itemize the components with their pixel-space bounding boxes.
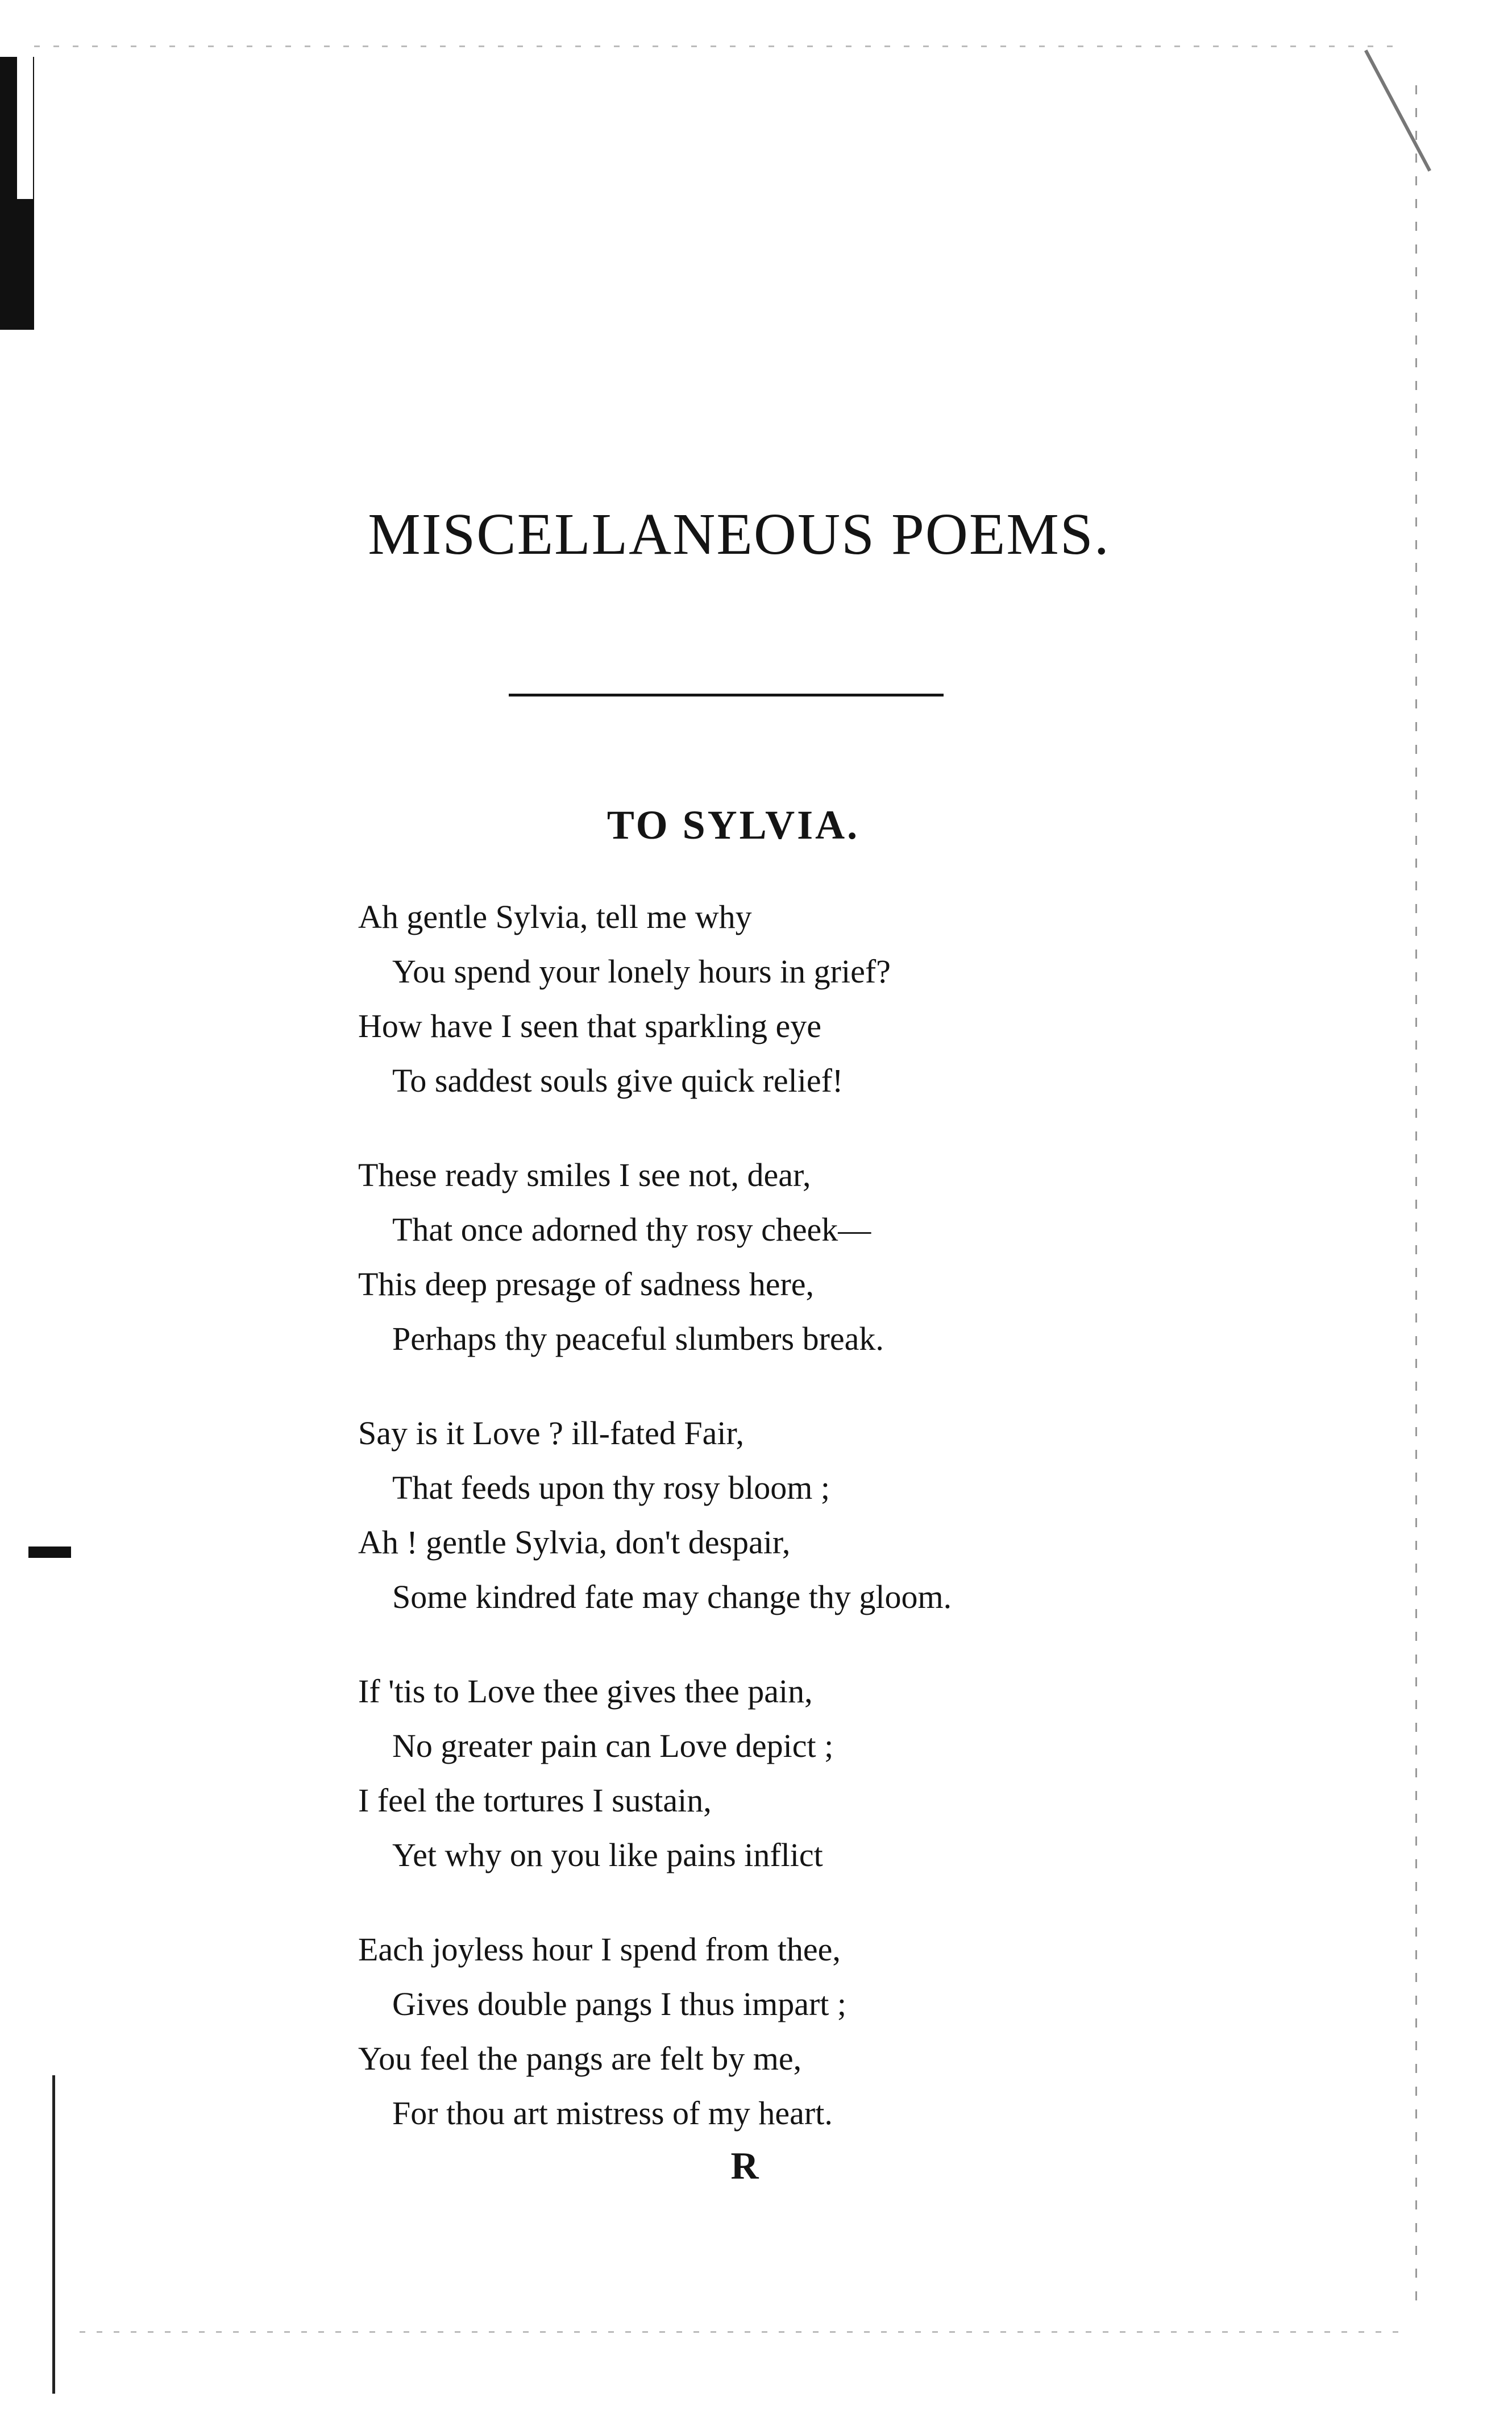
section-title: MISCELLANEOUS POEMS.: [368, 501, 1110, 567]
poem-line: Say is it Love ? ill-fated Fair,: [358, 1415, 745, 1452]
scan-edge-artifact: [34, 45, 1398, 47]
scan-edge-artifact: [28, 1547, 71, 1558]
stanza-2: [358, 1148, 1211, 1366]
poem-line: Each joyless hour I spend from thee,: [358, 1931, 841, 1968]
scan-edge-artifact: [1364, 49, 1431, 172]
signature-mark: R: [730, 2144, 759, 2187]
scan-edge-artifact: [1415, 85, 1417, 2303]
poem-line: For thou art mistress of my heart.: [392, 2095, 833, 2132]
stanza-5: [358, 1922, 1211, 2141]
scan-edge-artifact: [17, 57, 33, 199]
scan-edge-artifact: [52, 2075, 55, 2394]
poem-line: Gives double pangs I thus impart ;: [392, 1985, 847, 2022]
poem-line: You spend your lonely hours in grief?: [392, 953, 891, 990]
title-divider: [509, 694, 944, 696]
poem-line: You feel the pangs are felt by me,: [358, 2040, 802, 2077]
poem-line: How have I seen that sparkling eye: [358, 1008, 821, 1044]
poem-line: That feeds upon thy rosy bloom ;: [392, 1469, 830, 1506]
poem-line: Ah gentle Sylvia, tell me why: [358, 898, 752, 935]
poem-line: That once adorned thy rosy cheek—: [392, 1211, 871, 1248]
poem-line: Ah ! gentle Sylvia, don't despair,: [358, 1524, 791, 1561]
poem-line: If 'tis to Love thee gives thee pain,: [358, 1673, 813, 1710]
poem-line: This deep presage of sadness here,: [358, 1266, 815, 1303]
poem-line: No greater pain can Love depict ;: [392, 1727, 834, 1764]
poem-title: TO SYLVIA.: [607, 802, 860, 848]
poem-line: Yet why on you like pains inflict: [392, 1836, 823, 1873]
poem-line: To saddest souls give quick relief!: [392, 1062, 844, 1099]
stanza-3: [358, 1406, 1211, 1624]
poem-body: [358, 890, 1211, 2180]
poem-line: I feel the tortures I sustain,: [358, 1782, 712, 1819]
scan-edge-artifact: [80, 2331, 1404, 2333]
poem-line: These ready smiles I see not, dear,: [358, 1156, 811, 1193]
stanza-1: [358, 890, 1211, 1108]
poem-line: Perhaps thy peaceful slumbers break.: [392, 1320, 884, 1357]
poem-line: Some kindred fate may change thy gloom.: [392, 1578, 952, 1615]
stanza-4: [358, 1664, 1211, 1883]
